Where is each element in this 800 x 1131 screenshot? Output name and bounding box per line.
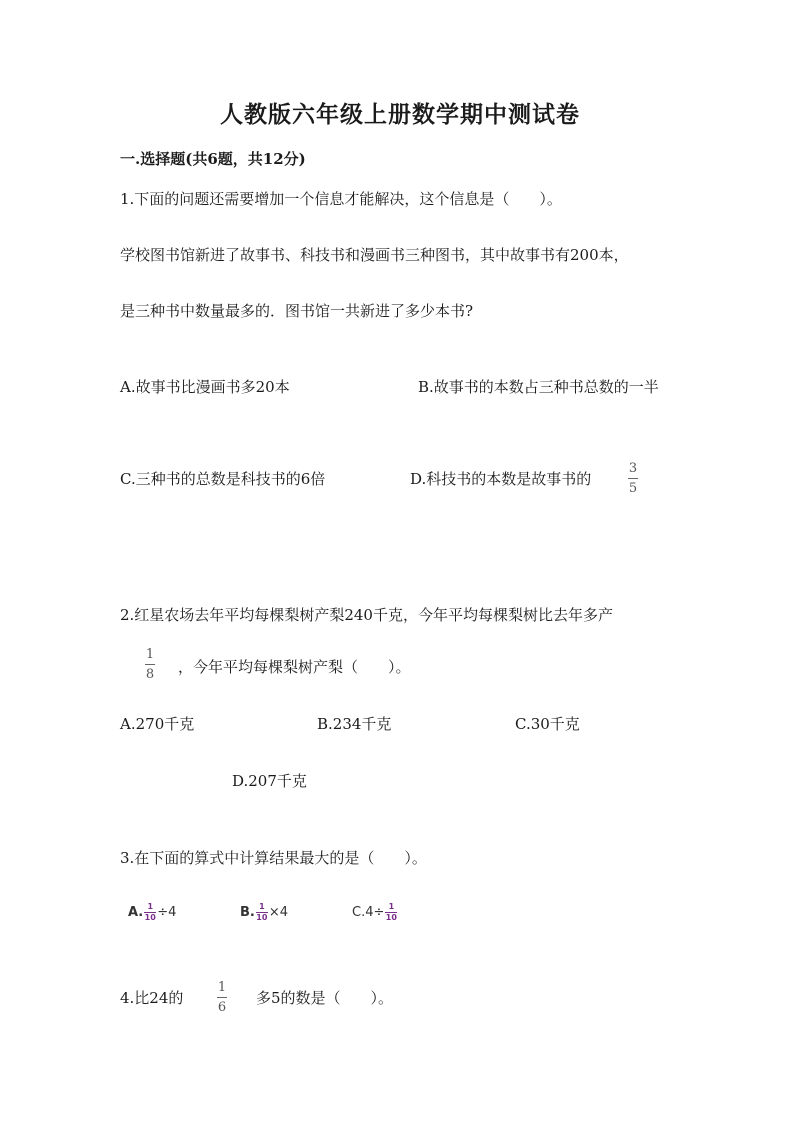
fraction-denominator: 10	[144, 913, 156, 922]
fraction-denominator: 6	[217, 1000, 227, 1015]
q1-option-b: B.故事书的本数占三种书总数的一半	[418, 378, 659, 396]
fraction-numerator: 1	[259, 902, 265, 911]
fraction-bar	[217, 997, 227, 998]
fraction-numerator: 1	[388, 902, 395, 911]
fraction-denominator: 5	[628, 481, 638, 496]
fraction-bar	[145, 664, 155, 665]
q1-option-d: D.科技书的本数是故事书的	[410, 470, 592, 488]
option-expression: ÷4	[157, 905, 177, 920]
section-heading: 一.选择题(共6题，共12分)	[120, 150, 306, 168]
q1-option-c: C.三种书的总数是科技书的6倍	[120, 470, 326, 488]
fraction-denominator: 10	[385, 913, 397, 922]
q2-fraction	[145, 648, 155, 681]
page-title: 人教版六年级上册数学期中测试卷	[220, 101, 580, 128]
option-label: A.	[128, 905, 144, 920]
option-expression: ×4	[268, 905, 289, 920]
q3-option-c	[352, 903, 398, 922]
q2-option-c: C.30千克	[515, 715, 580, 733]
q3-option-b-fraction	[256, 903, 268, 922]
fraction-numerator: 3	[628, 461, 638, 476]
q3-option-a-fraction	[144, 903, 156, 922]
q2-stem-continued: ，今年平均每棵梨树产梨（ ）。	[178, 658, 411, 676]
q3-option-b	[240, 903, 288, 922]
fraction-numerator: 1	[147, 902, 154, 911]
q3-option-a	[128, 903, 176, 922]
q2-option-b: B.234千克	[317, 715, 392, 733]
q1-context-line1: 学校图书馆新进了故事书、科技书和漫画书三种图书，其中故事书有200本，	[120, 246, 629, 264]
q4-stem-start: 4.比24的	[120, 989, 184, 1007]
q2-stem: 2.红星农场去年平均每棵梨树产梨240千克，今年平均每棵梨树比去年多产	[120, 606, 613, 624]
fraction-numerator: 1	[217, 980, 227, 995]
fraction-numerator: 1	[145, 647, 155, 662]
q2-option-d: D.207千克	[232, 772, 307, 790]
q1-option-d-fraction	[628, 462, 638, 495]
q3-option-c-fraction	[385, 903, 397, 922]
q1-context-line2: 是三种书中数量最多的．图书馆一共新进了多少本书?	[120, 302, 474, 320]
q4-stem-end: 多5的数是（ ）。	[256, 989, 394, 1007]
q4-fraction	[217, 981, 227, 1014]
fraction-denominator: 10	[256, 913, 268, 922]
q1-option-a: A.故事书比漫画书多20本	[120, 378, 290, 396]
fraction-denominator: 8	[145, 667, 155, 682]
q1-stem: 1.下面的问题还需要增加一个信息才能解决，这个信息是（ ）。	[120, 190, 562, 208]
option-label: B.	[240, 905, 255, 920]
q3-stem: 3.在下面的算式中计算结果最大的是（ ）。	[120, 849, 427, 867]
q2-option-a: A.270千克	[120, 715, 195, 733]
option-expression: C.4÷	[352, 905, 385, 920]
fraction-bar	[628, 478, 638, 479]
